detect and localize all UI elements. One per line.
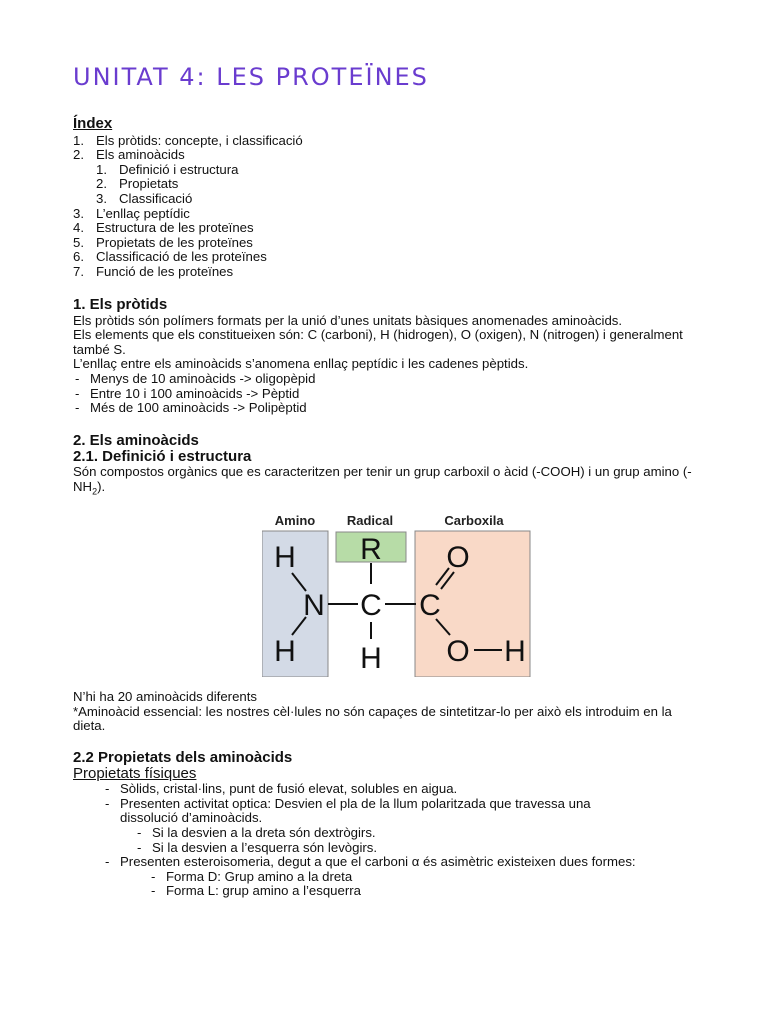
index-item: 6. Classificació de les proteïnes [73, 249, 267, 265]
list-item: - Presenten esteroisomeria, degut a que el carboni α és asimètric existeixen dues formes: [105, 854, 636, 870]
index-heading: Índex [73, 115, 113, 132]
index-subitem: 2. Propietats [96, 176, 179, 192]
index-item: 2. Els aminoàcids [73, 147, 185, 163]
index-item: 5. Propietats de les proteïnes [73, 234, 253, 250]
list-item: - Sòlids, cristal·lins, punt de fusió elevat, solubles en aigua. [105, 781, 458, 797]
paragraph: L’enllaç entre els aminoàcids s’anomena enllaç peptídic i les cadenes pèptids. [73, 356, 529, 372]
list-item: - Forma D: Grup amino a la dreta [151, 868, 353, 884]
atom-h: H [504, 635, 526, 668]
index-section [73, 117, 693, 280]
index-item: 7. Funció de les proteïnes [73, 263, 234, 279]
list-item: - Si la desvien a la dreta són dextrògirs. [137, 824, 376, 840]
atom-h: H [274, 541, 296, 574]
list-item: - Menys de 10 aminoàcids -> oligopèpid [75, 370, 316, 386]
list-item: - Si la desvien a l’esquerra són levògirs. [137, 839, 378, 855]
page-title: UNITAT 4: LES PROTEÏNES [73, 63, 429, 91]
section-aminoacids [73, 434, 693, 499]
aminoacid-structure-diagram [262, 511, 534, 677]
atom-c: C [360, 589, 382, 622]
index-subitem: 3. Classificació [96, 190, 193, 206]
index-list [73, 134, 693, 280]
carboxyl-label: Carboxila [444, 513, 504, 528]
section-properties [73, 751, 693, 899]
paragraph: N’hi ha 20 aminoàcids diferents [73, 689, 257, 704]
subsection-subheading: Propietats físiques [73, 764, 197, 782]
paragraph: Els elements que els constitueixen són: C (carboni), H (hidrogen), O (oxigen), N (nitrogen) i generalment també S. [73, 327, 683, 357]
subsection-heading: 2.1. Definició i estructura [73, 447, 252, 465]
index-item: 1. Els pròtids: concepte, i classificació [73, 132, 303, 148]
index-item: 3. L’enllaç peptídic [73, 205, 190, 221]
paragraph: *Aminoàcid essencial: les nostres cèl·lules no són capaçes de sintetitzar-lo per això els introduim en la dieta. [73, 703, 672, 734]
aminoacids-notes [73, 690, 693, 734]
bullet-list [73, 372, 693, 416]
atom-n: N [303, 589, 325, 622]
section-heading: 2. Els aminoàcids [73, 432, 199, 449]
radical-label: Radical [346, 513, 394, 528]
atom-o: O [446, 541, 470, 574]
subsection-heading: 2.2 Propietats dels aminoàcids [73, 749, 293, 766]
section-heading: 1. Els pròtids [73, 296, 168, 313]
index-subitem: 1. Definició i estructura [96, 161, 239, 177]
list-item: - Forma L: grup amino a l’esquerra [151, 883, 361, 899]
atom-r: R [360, 533, 382, 566]
atom-h: H [360, 642, 382, 675]
properties-list [73, 782, 693, 899]
list-item: - Entre 10 i 100 aminoàcids -> Pèptid [75, 385, 300, 401]
atom-o: O [446, 635, 470, 668]
paragraph: Són compostos orgànics que es caracteritzen per tenir un grup carboxil o àcid (-COOH) i un grup amino $(-NH_2)$. [73, 464, 692, 497]
section-protids [73, 298, 693, 416]
atom-h: H [274, 635, 296, 668]
index-item: 4. Estructura de les proteïnes [73, 220, 254, 236]
paragraph: Els pròtids són polímers formats per la unió d’unes unitats bàsiques anomenades aminoàcids. [73, 312, 623, 328]
list-item: - Presenten activitat optica: Desvien el pla de la llum polaritzada que travessa una dissolució d’aminoàcids. [105, 795, 591, 826]
atom-c: C [419, 589, 441, 622]
amino-label: Amino [274, 513, 316, 528]
list-item: - Més de 100 aminoàcids -> Polipèptid [75, 400, 307, 416]
